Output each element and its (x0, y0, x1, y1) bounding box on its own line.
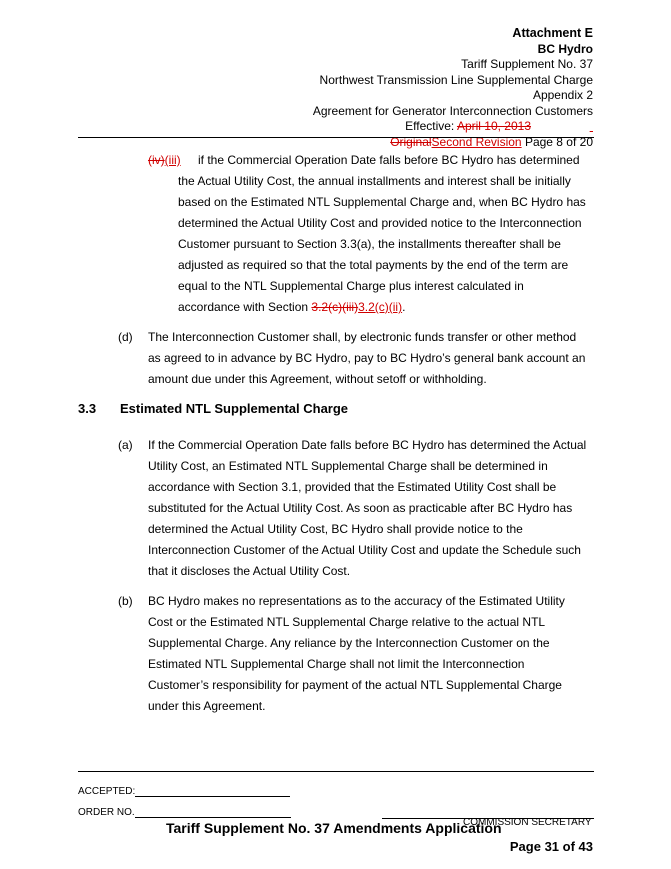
text-line: that it discloses the Actual Utility Cost. (148, 564, 351, 578)
effective-date-deleted: April 10, 2013 (456, 119, 531, 133)
line-name: Northwest Transmission Line Supplemental Charge (319, 72, 593, 87)
text-line: If the Commercial Operation Date falls before BC Hydro has determined the Actual (148, 438, 587, 452)
order-no-line (78, 806, 291, 818)
clause-d-label: (d) (118, 330, 133, 344)
section-ref-inserted: 3.2(c)(ii) (358, 300, 403, 314)
section-ref-deleted: 3.2(c)(iii) (311, 300, 359, 314)
org-name: BC Hydro (537, 41, 593, 56)
footer-title: Tariff Supplement No. 37 Amendments Application (166, 820, 502, 836)
accepted-label: ACCEPTED: (78, 786, 136, 797)
page-of-label: Page 8 of 20 (521, 134, 593, 149)
text-line: under this Agreement. (148, 699, 266, 713)
supplement-name: Tariff Supplement No. 37 (461, 57, 593, 71)
appendix-label: Appendix 2 (532, 88, 593, 102)
text-line: Cost or the Estimated NTL Supplemental Charge relative to the actual NTL (148, 615, 546, 629)
section-title: Estimated NTL Supplemental Charge (120, 401, 349, 416)
clause-iii-body (178, 171, 586, 318)
order-no-blank (135, 806, 291, 818)
text-line: Utility Cost, an Estimated NTL Supplemental Charge shall be determined in (148, 459, 548, 473)
section-ref-prefix: accordance with Section (178, 300, 312, 314)
text-line: determined the Actual Utility Cost, BC Hydro shall provide notice to the (148, 522, 523, 536)
revision-inserted: Second Revision (431, 134, 522, 149)
clause-iii-first-line: if the Commercial Operation Date falls before BC Hydro has determined (198, 153, 580, 167)
clause-a-label: (a) (118, 438, 133, 452)
clause-a-body (148, 435, 586, 582)
text-line: Supplemental Charge. Any reliance by the Interconnection Customer on the (148, 636, 550, 650)
text-line: determined the Actual Utility Cost and provided notice to the Interconnection (178, 216, 582, 230)
text-line: adjusted as required so that the total payments by the end of the term are (178, 258, 569, 272)
header-rule (78, 137, 594, 138)
text-line: BC Hydro makes no representations as to the accuracy of the Estimated Utility (148, 594, 565, 608)
text-line: Customer’s responsibility for payment of the actual NTL Supplemental Charge (148, 678, 562, 692)
text-line: equal to the NTL Supplemental Charge plus interest calculated in (178, 279, 524, 293)
clause-b-label: (b) (118, 594, 133, 608)
clause-d-body (148, 327, 585, 390)
revision-deleted: Original (390, 134, 432, 149)
text-line-last (178, 297, 586, 318)
clause-iii-number (148, 150, 181, 171)
text-line: accordance with Section 3.1, provided that the Estimated Utility Cost shall be (148, 480, 557, 494)
text-line: substituted for the Actual Utility Cost. As soon as practicable after BC Hydro has (148, 501, 573, 515)
commission-secretary-label: COMMISSION SECRETARY (463, 817, 592, 828)
page-header (313, 26, 593, 150)
effective-line (313, 119, 593, 135)
effective-date-blank (531, 119, 593, 135)
clause-number-deleted: (iv) (148, 153, 165, 167)
footer-rule (78, 771, 594, 772)
effective-label: Effective: (405, 119, 457, 133)
accepted-line (78, 785, 290, 797)
order-no-label: ORDER NO. (78, 807, 135, 818)
attachment-label: Attachment E (512, 26, 593, 40)
footer-page-number: Page 31 of 43 (509, 839, 593, 854)
section-number: 3.3 (78, 401, 97, 416)
section-ref-suffix: . (402, 300, 406, 314)
text-line: Interconnection Customer of the Actual Utility Cost and update the Schedule such (148, 543, 581, 557)
agreement-name: Agreement for Generator Interconnection Customers (312, 103, 593, 118)
text-line: Estimated NTL Supplemental Charge shall not limit the Interconnection (148, 657, 525, 671)
text-line: the Actual Utility Cost, the annual installments and interest shall be initially (178, 174, 571, 188)
clause-b-body (148, 591, 565, 717)
text-line: amount due under this Agreement, without setoff or withholding. (148, 372, 487, 386)
section-heading (78, 401, 348, 416)
text-line: Customer pursuant to Section 3.3(a), the installments thereafter shall be (178, 237, 561, 251)
text-line: as agreed to in advance by BC Hydro, pay to BC Hydro’s general bank account an (148, 351, 586, 365)
text-line: based on the Estimated NTL Supplemental Charge and, when BC Hydro has (178, 195, 586, 209)
accepted-blank (135, 785, 290, 797)
clause-number-inserted: (iii) (164, 153, 181, 167)
text-line: The Interconnection Customer shall, by electronic funds transfer or other method (148, 330, 577, 344)
